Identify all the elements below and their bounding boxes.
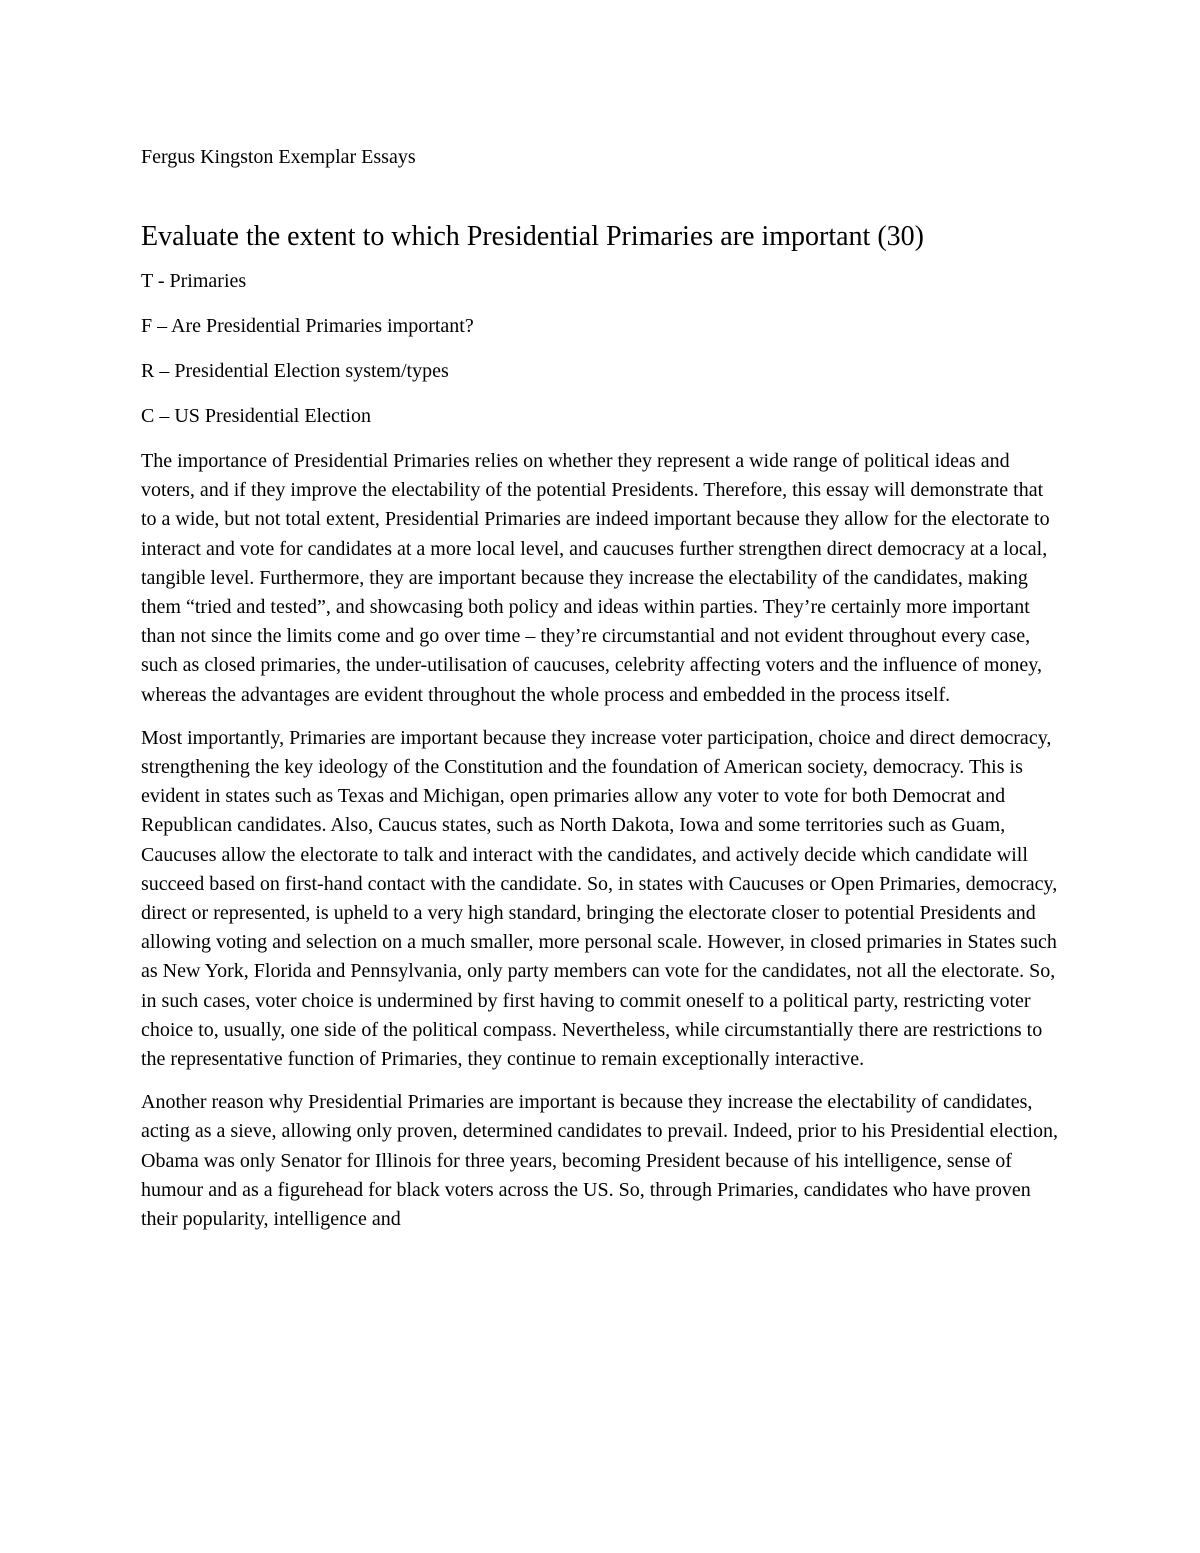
introduction-paragraph: The importance of Presidential Primaries relies on whether they represent a wide range of political ideas and voters, and if they improve the electability of the potential Presidents. Therefore, this essay will demonstrate that to a wide, but not total extent, Presidential Primaries are indeed important because they allow for the electorate to interact and vote for candidates at a more local level, and caucuses further strengthen direct democracy at a local, tangible level. Furthermore, they are important because they increase the electability of the candidates, making them “tried and tested”, and showcasing both policy and ideas within parties. They’re certainly more important than not since the limits come and go over time – they’re circumstantial and not evident throughout every case, such as closed primaries, the under-utilisation of caucuses, celebrity affecting voters and the influence of money, whereas the advantages are evident throughout the whole process and embedded in the process itself.	[141, 450, 1050, 706]
trfc-list	[141, 267, 1063, 430]
trfc-topic: T - Primaries	[141, 270, 247, 292]
body-paragraph-voter-participation: Most importantly, Primaries are important because they increase voter participation, choice and direct democracy, strengthening the key ideology of the Constitution and the foundation of American society, democracy. This is evident in states such as Texas and Michigan, open primaries allow any voter to vote for both Democrat and Republican candidates. Also, Caucus states, such as North Dakota, Iowa and some territories such as Guam, Caucuses allow the electorate to talk and interact with the candidates, and actively decide which candidate will succeed based on first-hand contact with the candidate. So, in states with Caucuses or Open Primaries, democracy, direct or represented, is upheld to a very high standard, bringing the electorate closer to potential Presidents and allowing voting and selection on a much smaller, more personal scale. However, in closed primaries in States such as New York, Florida and Pennsylvania, only party members can vote for the candidates, not all the electorate. So, in such cases, voter choice is undermined by first having to commit oneself to a political party, restricting voter choice to, usually, one side of the political compass. Nevertheless, while circumstantially there are restrictions to the representative function of Primaries, they continue to remain exceptionally interactive.	[141, 726, 1058, 1071]
document-content	[141, 143, 1063, 1248]
document-header: Fergus Kingston Exemplar Essays	[141, 146, 416, 168]
trfc-range: R – Presidential Election system/types	[141, 360, 449, 382]
trfc-focus: F – Are Presidential Primaries important?	[141, 315, 474, 337]
trfc-context: C – US Presidential Election	[141, 405, 371, 427]
essay-title: Evaluate the extent to which Presidential Primaries are important (30)	[141, 221, 924, 252]
body-paragraph-electability: Another reason why Presidential Primaries are important is because they increase the electability of candidates, acting as a sieve, allowing only proven, determined candidates to prevail. Indeed, prior to his Presidential election, Obama was only Senator for Illinois for three years, becoming President because of his intelligence, sense of humour and as a figurehead for black voters across the US. So, through Primaries, candidates who have proven their popularity, intelligence and	[141, 1091, 1058, 1231]
